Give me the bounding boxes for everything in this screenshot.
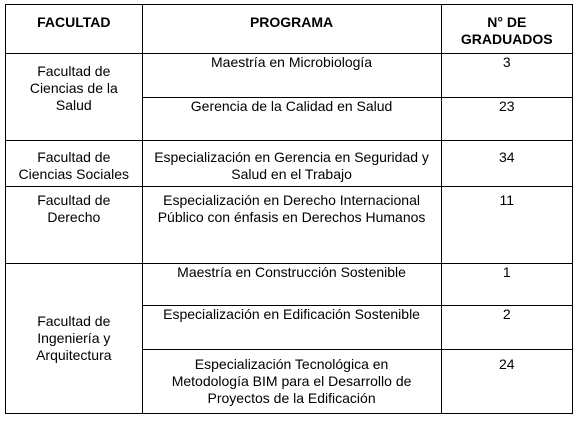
facultad-cell [6, 54, 143, 141]
programa-cell [142, 141, 441, 187]
programa-cell [142, 350, 441, 414]
facultad-cell [6, 264, 143, 414]
programa-cell [142, 98, 441, 141]
graduates-table [5, 4, 573, 414]
graduados-value: 24 [498, 356, 515, 372]
graduados-value: 34 [498, 149, 515, 165]
facultad-name: Facultad de Ingeniería y Arquitectura [36, 313, 112, 363]
facultad-name: Facultad de Ciencias de la Salud [29, 63, 118, 113]
graduados-cell [441, 306, 572, 350]
graduados-cell [441, 350, 572, 414]
header-row [6, 5, 573, 54]
programa-cell [142, 54, 441, 98]
programa-name: Maestría en Construcción Sostenible [177, 264, 406, 280]
programa-cell [142, 264, 441, 306]
header-graduados [441, 5, 572, 54]
graduados-cell [441, 187, 572, 264]
table-row [6, 264, 573, 306]
graduados-value: 3 [502, 54, 511, 70]
graduados-cell [441, 54, 572, 98]
table-row [6, 141, 573, 187]
programa-name: Especialización en Edificación Sostenible [163, 306, 420, 322]
header-facultad: FACULTAD [6, 5, 143, 54]
graduados-cell [441, 141, 572, 187]
programa-name: Especialización en Derecho Internacional Público con énfasis en Derechos Humanos [157, 192, 426, 225]
programa-name: Especialización Tecnológica en Metodología BIM para el Desarrollo de Proyectos de la Edificación [171, 356, 412, 406]
programa-cell [142, 306, 441, 350]
facultad-cell [6, 141, 143, 187]
programa-name: Maestría en Microbiología [211, 54, 373, 70]
header-programa: PROGRAMA [142, 5, 441, 54]
graduados-value: 23 [498, 98, 515, 114]
graduados-cell [441, 264, 572, 306]
table-row [6, 187, 573, 264]
facultad-name: Facultad de Ciencias Sociales [18, 149, 130, 182]
graduados-value: 2 [502, 306, 511, 322]
graduados-value: 1 [502, 264, 511, 280]
facultad-cell [6, 187, 143, 264]
header-graduados-label: N° DE GRADUADOS [460, 14, 553, 47]
programa-cell [142, 187, 441, 264]
graduados-value: 11 [499, 192, 515, 208]
graduados-cell [441, 98, 572, 141]
programa-name: Gerencia de la Calidad en Salud [190, 98, 393, 114]
table-row [6, 54, 573, 98]
facultad-name: Facultad de Derecho [37, 192, 111, 225]
programa-name: Especialización en Gerencia en Seguridad y Salud en el Trabajo [154, 149, 429, 182]
